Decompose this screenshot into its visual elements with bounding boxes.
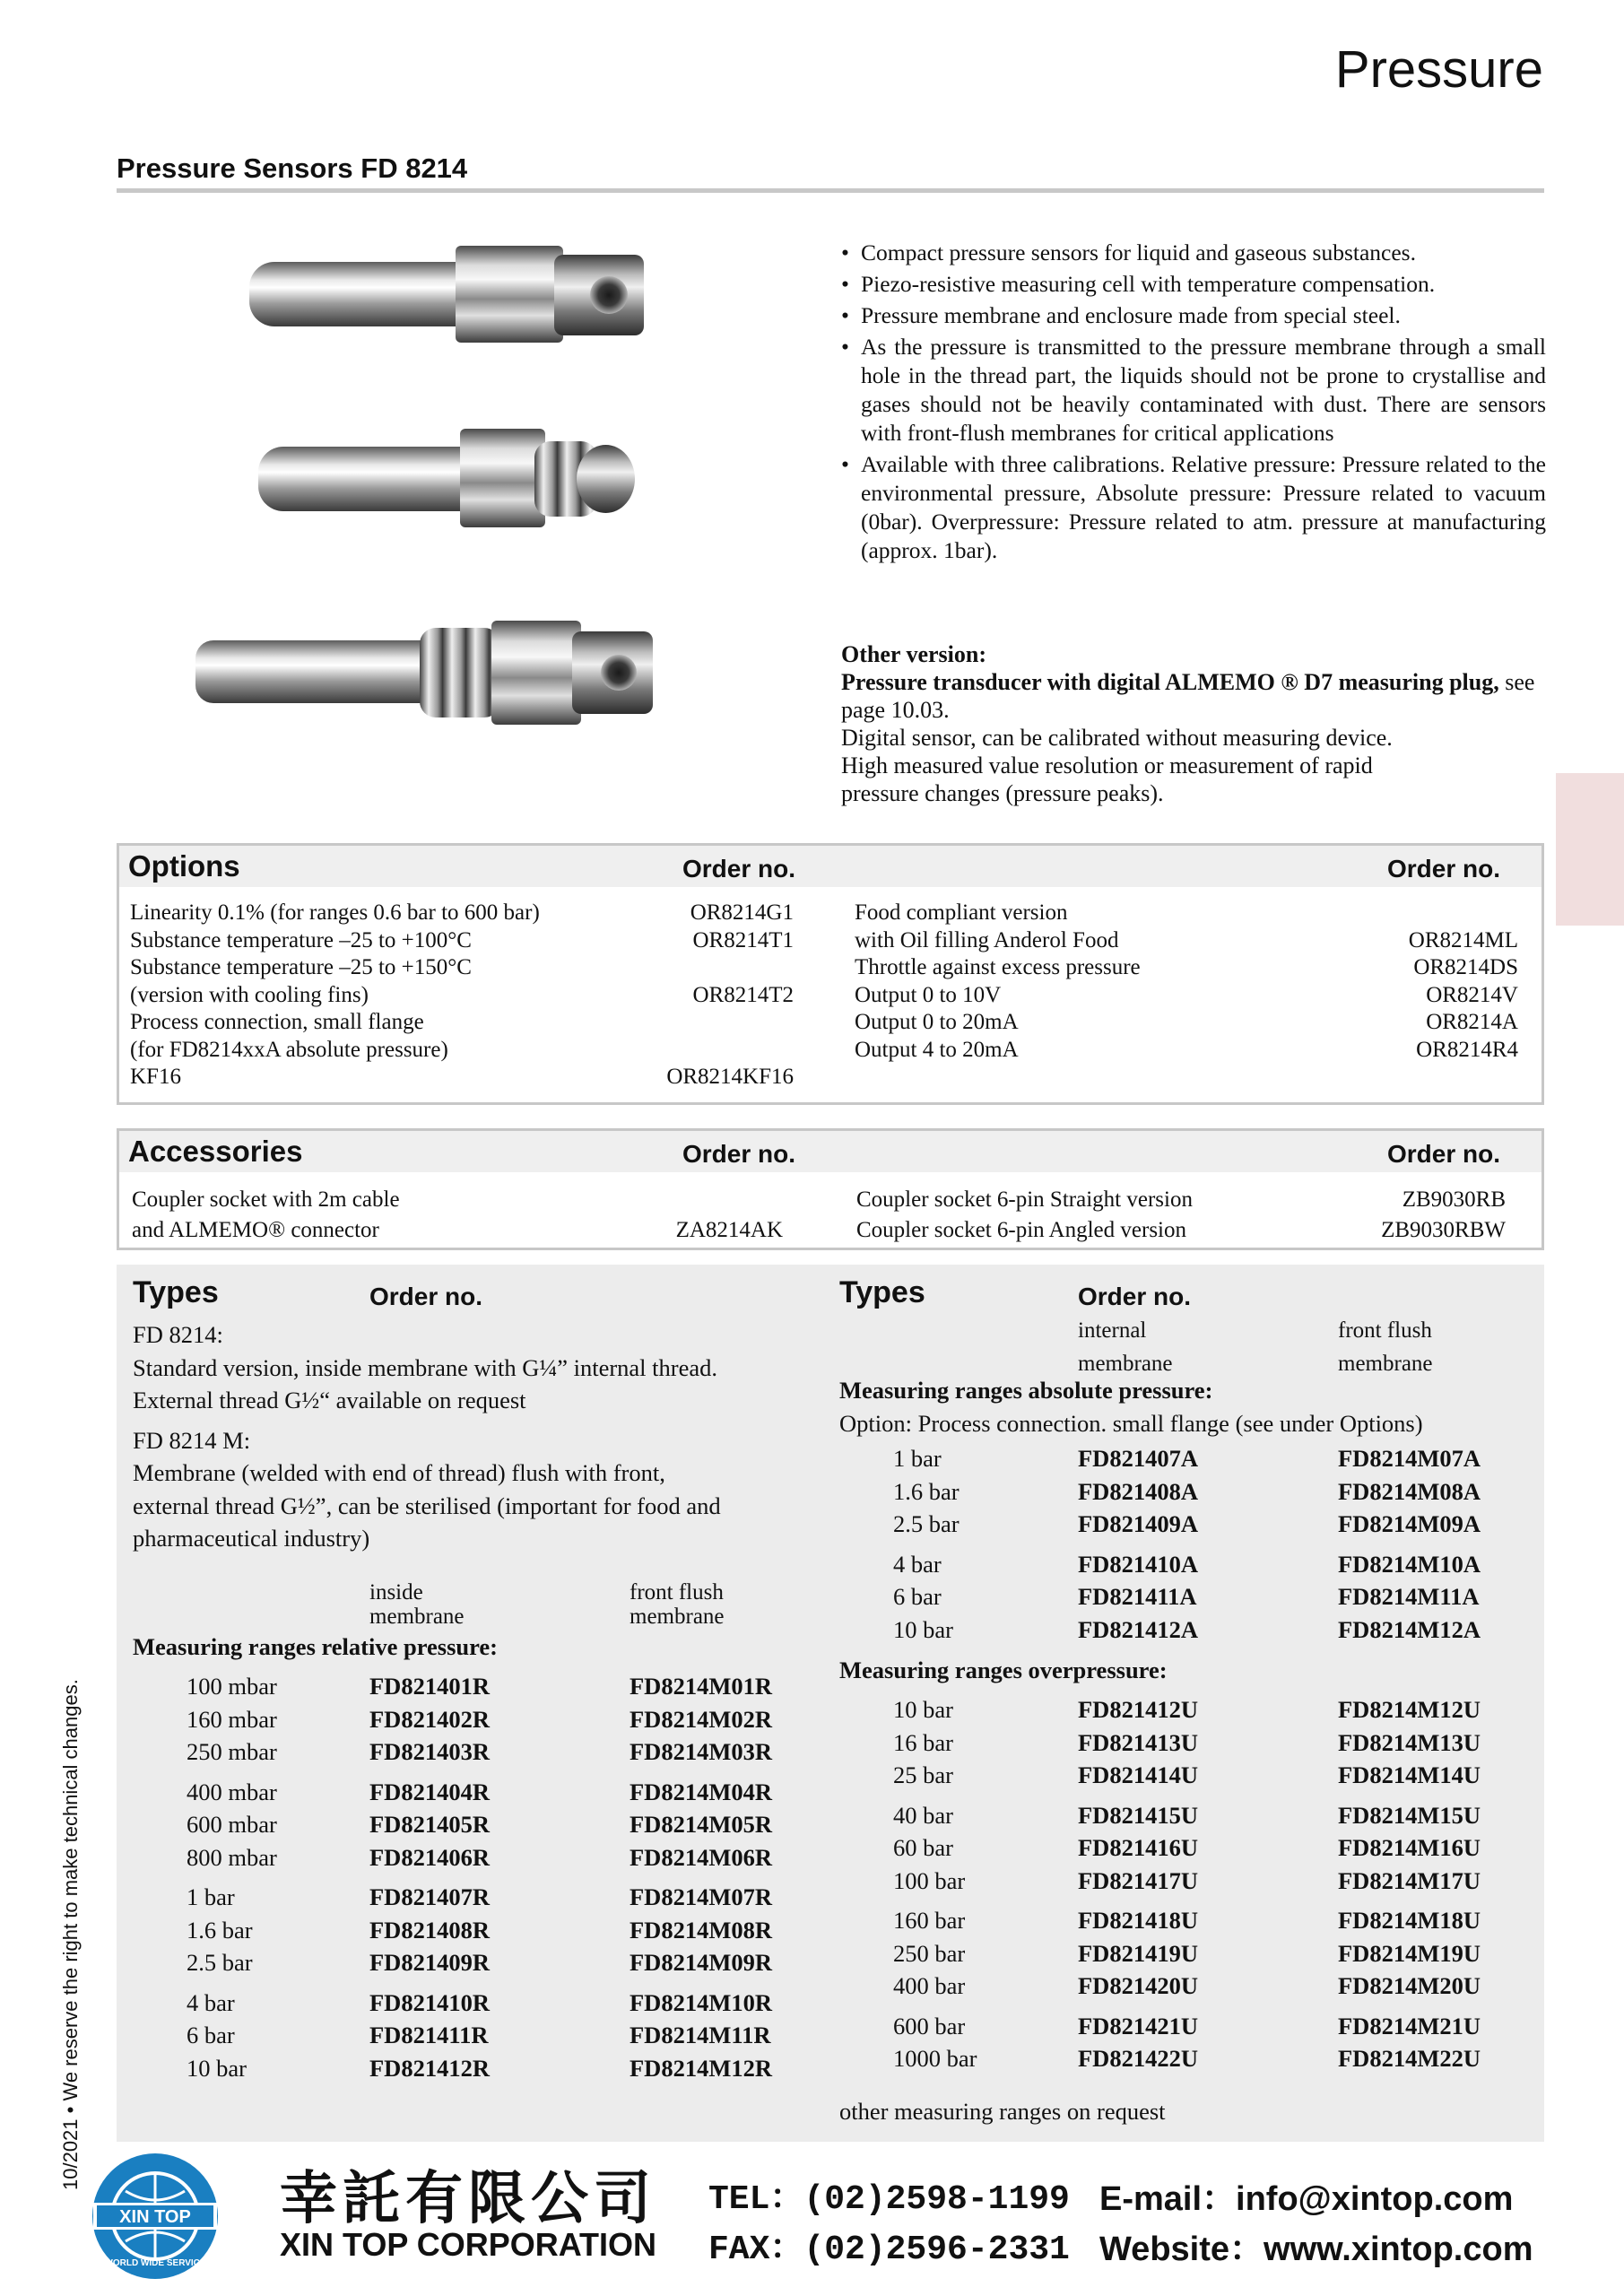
option-order: OR8214T2 — [692, 982, 794, 1007]
absolute-pressure-section — [839, 1374, 1548, 1439]
measuring-range: 100 bar — [893, 1866, 966, 1894]
group-gap — [187, 1874, 904, 1881]
order-no-inside: FD821412U — [1078, 1696, 1198, 1723]
col-head-membrane: membrane — [1338, 1351, 1433, 1376]
feature-item: • Piezo-resistive measuring cell with temperature compensation. — [841, 270, 1546, 299]
measuring-range: 600 mbar — [187, 1811, 277, 1838]
order-no-flush: FD8214M07A — [1338, 1445, 1481, 1472]
option-label: Process connection, small flange — [130, 1010, 424, 1034]
accessory-label: Coupler socket with 2m cable — [132, 1187, 400, 1212]
order-no-inside: FD821412R — [369, 2054, 490, 2082]
absolute-pressure-table — [893, 1442, 1575, 1646]
other-version-see-page: see page 10.03. — [841, 669, 1535, 723]
option-label: Throttle against excess pressure — [855, 955, 1141, 979]
feature-item: • Pressure membrane and enclosure made from special steel. — [841, 301, 1546, 330]
types-right-order-label: Order no. — [1078, 1283, 1192, 1310]
logo-text: XIN TOP — [119, 2207, 191, 2227]
range-row — [893, 1865, 1575, 1898]
measuring-range: 1.6 bar — [893, 1477, 960, 1505]
measuring-range: 160 mbar — [187, 1705, 277, 1733]
measuring-range: 1000 bar — [893, 2045, 977, 2072]
option-row — [855, 982, 1518, 1010]
order-no-flush: FD8214M01R — [630, 1673, 772, 1700]
range-row — [187, 1808, 904, 1841]
order-no-inside: FD821409R — [369, 1949, 490, 1976]
types-right-col2-head — [1338, 1315, 1433, 1380]
page-title: Pressure — [1334, 40, 1543, 99]
order-no-inside: FD821409A — [1078, 1510, 1198, 1537]
options-header — [119, 846, 1541, 887]
option-order: OR8214G1 — [690, 900, 794, 925]
order-no-inside: FD821408R — [369, 1916, 490, 1944]
measuring-range: 160 bar — [893, 1907, 966, 1934]
col-head-membrane: membrane — [1078, 1351, 1173, 1376]
order-no-flush: FD8214M12A — [1338, 1615, 1481, 1643]
order-no-inside: FD821417U — [1078, 1866, 1198, 1894]
order-no-inside: FD821407A — [1078, 1445, 1198, 1472]
option-row — [130, 954, 794, 982]
order-no-inside: FD821415U — [1078, 1801, 1198, 1829]
types-right-title: Types — [839, 1275, 925, 1309]
range-row — [893, 1613, 1575, 1647]
option-label: (for FD8214xxA absolute pressure) — [130, 1037, 448, 1062]
group-gap — [893, 1792, 1575, 1799]
range-row — [893, 1970, 1575, 2003]
range-row — [187, 1946, 904, 1979]
order-no-flush: FD8214M06R — [630, 1843, 772, 1871]
option-label: Output 0 to 10V — [855, 982, 1002, 1007]
measuring-range: 600 bar — [893, 2012, 966, 2039]
order-no-flush: FD8214M11R — [630, 2022, 771, 2048]
measuring-range: 400 bar — [893, 1972, 966, 1999]
order-no-flush: FD8214M02R — [630, 1705, 772, 1733]
option-label: Output 4 to 20mA — [855, 1037, 1019, 1062]
options-order-label-right: Order no. — [1386, 855, 1500, 883]
measuring-range: 250 mbar — [187, 1738, 277, 1765]
accessories-title: Accessories — [128, 1135, 303, 1168]
range-row — [893, 1508, 1575, 1541]
measuring-range: 2.5 bar — [187, 1949, 253, 1976]
options-order-label-left: Order no. — [682, 855, 796, 883]
title-rule — [117, 188, 1544, 193]
option-row — [130, 982, 794, 1010]
order-no-inside: FD821421U — [1078, 2012, 1198, 2039]
order-no-inside: FD821418U — [1078, 1907, 1198, 1934]
order-no-inside: FD821411A — [1078, 1583, 1197, 1610]
options-right-list — [855, 900, 1518, 1064]
other-ranges-note: other measuring ranges on request — [839, 2098, 1166, 2125]
option-row — [130, 1064, 794, 1091]
contact-website[interactable]: Website：www.xintop.com — [1099, 2231, 1533, 2268]
side-note — [56, 1670, 88, 2190]
measuring-range: 250 bar — [893, 1939, 966, 1967]
xin-top-logo — [90, 2151, 221, 2282]
option-row — [130, 1037, 794, 1065]
order-no-inside: FD821404R — [369, 1778, 490, 1805]
range-row — [893, 1904, 1575, 1937]
group-gap — [893, 1897, 1575, 1904]
side-tab-marker — [1556, 773, 1624, 926]
options-box — [117, 843, 1544, 1105]
measuring-range: 25 bar — [893, 1761, 953, 1788]
measuring-range: 1 bar — [187, 1883, 235, 1910]
order-no-flush: FD8214M08A — [1338, 1477, 1481, 1505]
fd8214m-desc-a: Membrane (welded with end of thread) flush with front, — [133, 1459, 665, 1486]
option-label: Linearity 0.1% (for ranges 0.6 bar to 600 bar) — [130, 900, 540, 925]
order-no-flush: FD8214M08R — [630, 1916, 772, 1944]
order-no-inside: FD821405R — [369, 1811, 490, 1838]
overpressure-table — [893, 1693, 1575, 2075]
order-no-inside: FD821422U — [1078, 2045, 1198, 2072]
option-order: OR8214T1 — [692, 927, 794, 952]
order-no-inside: FD821410A — [1078, 1550, 1198, 1578]
measuring-range: 4 bar — [893, 1550, 942, 1578]
order-no-flush: FD8214M09A — [1338, 1510, 1481, 1537]
range-row — [187, 1987, 904, 2020]
accessories-box — [117, 1128, 1544, 1250]
accessory-row — [132, 1185, 783, 1215]
other-version-line2: Digital sensor, can be calibrated without measuring device. — [841, 725, 1393, 751]
types-left-desc — [133, 1318, 922, 1555]
accessory-label: Coupler socket 6-pin Straight version — [856, 1187, 1193, 1212]
order-no-flush: FD8214M20U — [1338, 1972, 1481, 1999]
types-left-title: Types — [133, 1275, 219, 1309]
order-no-flush: FD8214M04R — [630, 1778, 772, 1805]
order-no-flush: FD8214M09R — [630, 1949, 772, 1976]
order-no-flush: FD8214M10A — [1338, 1550, 1481, 1578]
range-row — [893, 1726, 1575, 1760]
order-no-flush: FD8214M10R — [630, 1988, 772, 2016]
order-no-flush: FD8214M12R — [630, 2054, 772, 2082]
measuring-range: 2.5 bar — [893, 1510, 960, 1537]
option-order: OR8214V — [1426, 982, 1518, 1007]
range-row — [187, 1703, 904, 1736]
side-note-text: 10/2021 • We reserve the right to make technical changes. — [59, 1679, 82, 2190]
option-label: Food compliant version — [855, 900, 1068, 925]
option-order: OR8214KF16 — [666, 1065, 794, 1089]
accessories-right-list — [856, 1185, 1506, 1246]
sensor-photo-flush — [258, 422, 635, 534]
types-left-col1-head — [369, 1580, 465, 1629]
order-no-inside: FD821416U — [1078, 1834, 1198, 1861]
measuring-range: 400 mbar — [187, 1778, 277, 1805]
accessories-order-label-right: Order no. — [1386, 1140, 1500, 1168]
other-version-line — [841, 668, 1546, 724]
range-row — [893, 2010, 1575, 2043]
group-gap — [187, 1769, 904, 1776]
contact-email[interactable]: E-mail：info@xintop.com — [1099, 2180, 1514, 2218]
company-name-cn: 幸託有限公司 — [280, 2166, 656, 2232]
group-gap — [187, 1979, 904, 1987]
accessory-order: ZB9030RB — [1402, 1187, 1506, 1212]
measuring-range: 10 bar — [893, 1615, 953, 1643]
order-no-flush: FD8214M07R — [630, 1883, 772, 1910]
option-order: OR8214A — [1426, 1010, 1518, 1034]
measuring-range: 1 bar — [893, 1445, 942, 1472]
relative-pressure-table — [187, 1670, 904, 2084]
measuring-range: 10 bar — [187, 2054, 247, 2082]
order-no-inside: FD821420U — [1078, 1972, 1198, 1999]
order-no-inside: FD821412A — [1078, 1615, 1198, 1643]
accessory-label: and ALMEMO® connector — [132, 1218, 379, 1242]
accessory-row — [132, 1215, 783, 1246]
order-no-flush: FD8214M19U — [1338, 1939, 1481, 1967]
measuring-range: 800 mbar — [187, 1843, 277, 1871]
absolute-pressure-option: Option: Process connection. small flange (see under Options) — [839, 1409, 1423, 1437]
option-label: Output 0 to 20mA — [855, 1010, 1019, 1034]
option-row — [855, 900, 1518, 927]
types-right-col1-head — [1078, 1315, 1173, 1380]
accessory-order: ZA8214AK — [675, 1218, 783, 1242]
absolute-pressure-title: Measuring ranges absolute pressure: — [839, 1377, 1213, 1404]
range-row — [893, 1799, 1575, 1832]
col-head-inside: inside — [369, 1580, 423, 1605]
other-version-line4: pressure changes (pressure peaks). — [841, 780, 1164, 806]
order-no-inside: FD821402R — [369, 1705, 490, 1733]
fd8214-desc-b: External thread G½“ available on request — [133, 1387, 526, 1413]
fd8214m-desc-b: external thread G½”, can be sterilised (important for food and — [133, 1492, 721, 1519]
option-row — [855, 954, 1518, 982]
option-label: Substance temperature –25 to +100°C — [130, 927, 472, 952]
range-row — [893, 1831, 1575, 1865]
order-no-inside: FD821401R — [369, 1673, 490, 1700]
accessory-row — [856, 1185, 1506, 1215]
company-name-en: XIN TOP CORPORATION — [280, 2226, 657, 2263]
col-head-membrane: membrane — [630, 1605, 725, 1629]
feature-item: • Available with three calibrations. Relative pressure: Pressure related to the environmental pressure, Absolute pressure: Pressure related to vacuum (0bar). Overpressure: Pressure related to atm. pressure at manufacturing (approx. 1bar). — [841, 450, 1546, 565]
order-no-flush: FD8214M15U — [1338, 1801, 1481, 1829]
range-row — [893, 1548, 1575, 1581]
order-no-flush: FD8214M05R — [630, 1811, 772, 1838]
order-no-inside: FD821413U — [1078, 1728, 1198, 1756]
range-row — [187, 2019, 904, 2052]
measuring-range: 100 mbar — [187, 1673, 277, 1700]
other-version-line3: High measured value resolution or measurement of rapid — [841, 752, 1373, 778]
measuring-range: 60 bar — [893, 1834, 953, 1861]
order-no-flush: FD8214M21U — [1338, 2012, 1481, 2039]
option-row — [130, 927, 794, 955]
overpressure-title: Measuring ranges overpressure: — [839, 1657, 1168, 1683]
order-no-flush: FD8214M22U — [1338, 2045, 1481, 2072]
option-label: Substance temperature –25 to +150°C — [130, 955, 472, 979]
feature-item: • As the pressure is transmitted to the pressure membrane through a small hole in the thread part, the liquids should not be prone to crystallise and gases should not be heavily contaminated with dust. There are sensors with front-flush membranes for critical applications — [841, 333, 1546, 448]
measuring-range: 40 bar — [893, 1801, 953, 1829]
range-row — [893, 2042, 1575, 2075]
measuring-range: 16 bar — [893, 1728, 953, 1756]
order-no-inside: FD821414U — [1078, 1761, 1198, 1788]
range-row — [187, 2052, 904, 2085]
options-title: Options — [128, 849, 240, 883]
option-row — [855, 927, 1518, 955]
measuring-range: 1.6 bar — [187, 1916, 253, 1944]
relative-pressure-title: Measuring ranges relative pressure: — [133, 1633, 499, 1660]
section-title: Pressure Sensors FD 8214 — [117, 152, 468, 184]
accessories-order-label-left: Order no. — [682, 1140, 796, 1168]
range-row — [893, 1693, 1575, 1726]
accessories-header — [119, 1131, 1541, 1172]
option-label: with Oil filling Anderol Food — [855, 927, 1119, 952]
col-head-front-flush: front flush — [630, 1580, 724, 1605]
order-no-inside: FD821406R — [369, 1843, 490, 1871]
measuring-range: 4 bar — [187, 1988, 235, 2016]
order-no-flush: FD8214M18U — [1338, 1907, 1481, 1934]
order-no-flush: FD8214M16U — [1338, 1834, 1481, 1861]
col-head-front-flush: front flush — [1338, 1318, 1432, 1343]
order-no-inside: FD821410R — [369, 1988, 490, 2016]
other-version-heading: Other version: — [841, 641, 986, 667]
accessory-order: ZB9030RBW — [1381, 1218, 1506, 1242]
group-gap — [893, 2003, 1575, 2010]
range-row — [187, 1841, 904, 1874]
option-label: (version with cooling fins) — [130, 982, 369, 1007]
option-row — [130, 900, 794, 927]
range-row — [187, 1914, 904, 1947]
measuring-range: 6 bar — [187, 2022, 235, 2048]
option-order: OR8214DS — [1413, 955, 1518, 979]
option-order: OR8214R4 — [1416, 1037, 1518, 1062]
contact-tel: TEL：(02)2598-1199 — [708, 2180, 1070, 2219]
measuring-range: 6 bar — [893, 1583, 942, 1610]
fd8214m-title: FD 8214 M: — [133, 1426, 251, 1454]
range-row — [893, 1475, 1575, 1509]
types-left-order-label: Order no. — [369, 1283, 483, 1310]
accessories-left-list — [132, 1185, 783, 1246]
range-row — [893, 1937, 1575, 1970]
options-left-list — [130, 900, 794, 1091]
measuring-range: 10 bar — [893, 1696, 953, 1723]
types-panel — [117, 1265, 1544, 2142]
col-head-internal: internal — [1078, 1318, 1147, 1343]
range-row — [893, 1759, 1575, 1792]
option-row — [130, 1009, 794, 1037]
order-no-flush: FD8214M14U — [1338, 1761, 1481, 1788]
range-row — [893, 1442, 1575, 1475]
option-label: KF16 — [130, 1065, 181, 1089]
range-row — [187, 1881, 904, 1914]
types-left-col2-head — [630, 1580, 725, 1629]
fd8214-desc-a: Standard version, inside membrane with G¼” internal thread. — [133, 1353, 718, 1381]
group-gap — [893, 1541, 1575, 1548]
sensor-photo-standard — [249, 242, 644, 345]
range-row — [187, 1670, 904, 1703]
option-order: OR8214ML — [1408, 927, 1518, 952]
order-no-inside: FD821419U — [1078, 1939, 1198, 1967]
contact-fax: FAX：(02)2596-2331 — [708, 2231, 1070, 2269]
order-no-flush: FD8214M11A — [1338, 1583, 1480, 1610]
col-head-membrane: membrane — [369, 1605, 465, 1629]
order-no-flush: FD8214M13U — [1338, 1728, 1481, 1756]
range-row — [187, 1776, 904, 1809]
feature-item: • Compact pressure sensors for liquid and gaseous substances. — [841, 239, 1546, 267]
accessory-label: Coupler socket 6-pin Angled version — [856, 1218, 1186, 1242]
logo-ring-text: WORLD WIDE SERVICE — [104, 2258, 206, 2268]
range-row — [187, 1735, 904, 1769]
range-row — [893, 1580, 1575, 1613]
order-no-flush: FD8214M17U — [1338, 1866, 1481, 1894]
order-no-inside: FD821411R — [369, 2022, 489, 2048]
fd8214-title: FD 8214: — [133, 1321, 223, 1348]
order-no-inside: FD821408A — [1078, 1477, 1198, 1505]
other-version-bold: Pressure transducer with digital ALMEMO ® D7 measuring plug, — [841, 669, 1499, 695]
order-no-flush: FD8214M03R — [630, 1738, 772, 1765]
fd8214m-desc-c: pharmaceutical industry) — [133, 1525, 370, 1552]
other-version — [841, 640, 1546, 807]
option-row — [855, 1009, 1518, 1037]
feature-list — [841, 239, 1546, 568]
option-row — [855, 1037, 1518, 1065]
accessory-row — [856, 1215, 1506, 1246]
sensor-photo-cooling-fins — [195, 617, 653, 729]
order-no-flush: FD8214M12U — [1338, 1696, 1481, 1723]
order-no-inside: FD821407R — [369, 1883, 490, 1910]
order-no-inside: FD821403R — [369, 1738, 490, 1765]
